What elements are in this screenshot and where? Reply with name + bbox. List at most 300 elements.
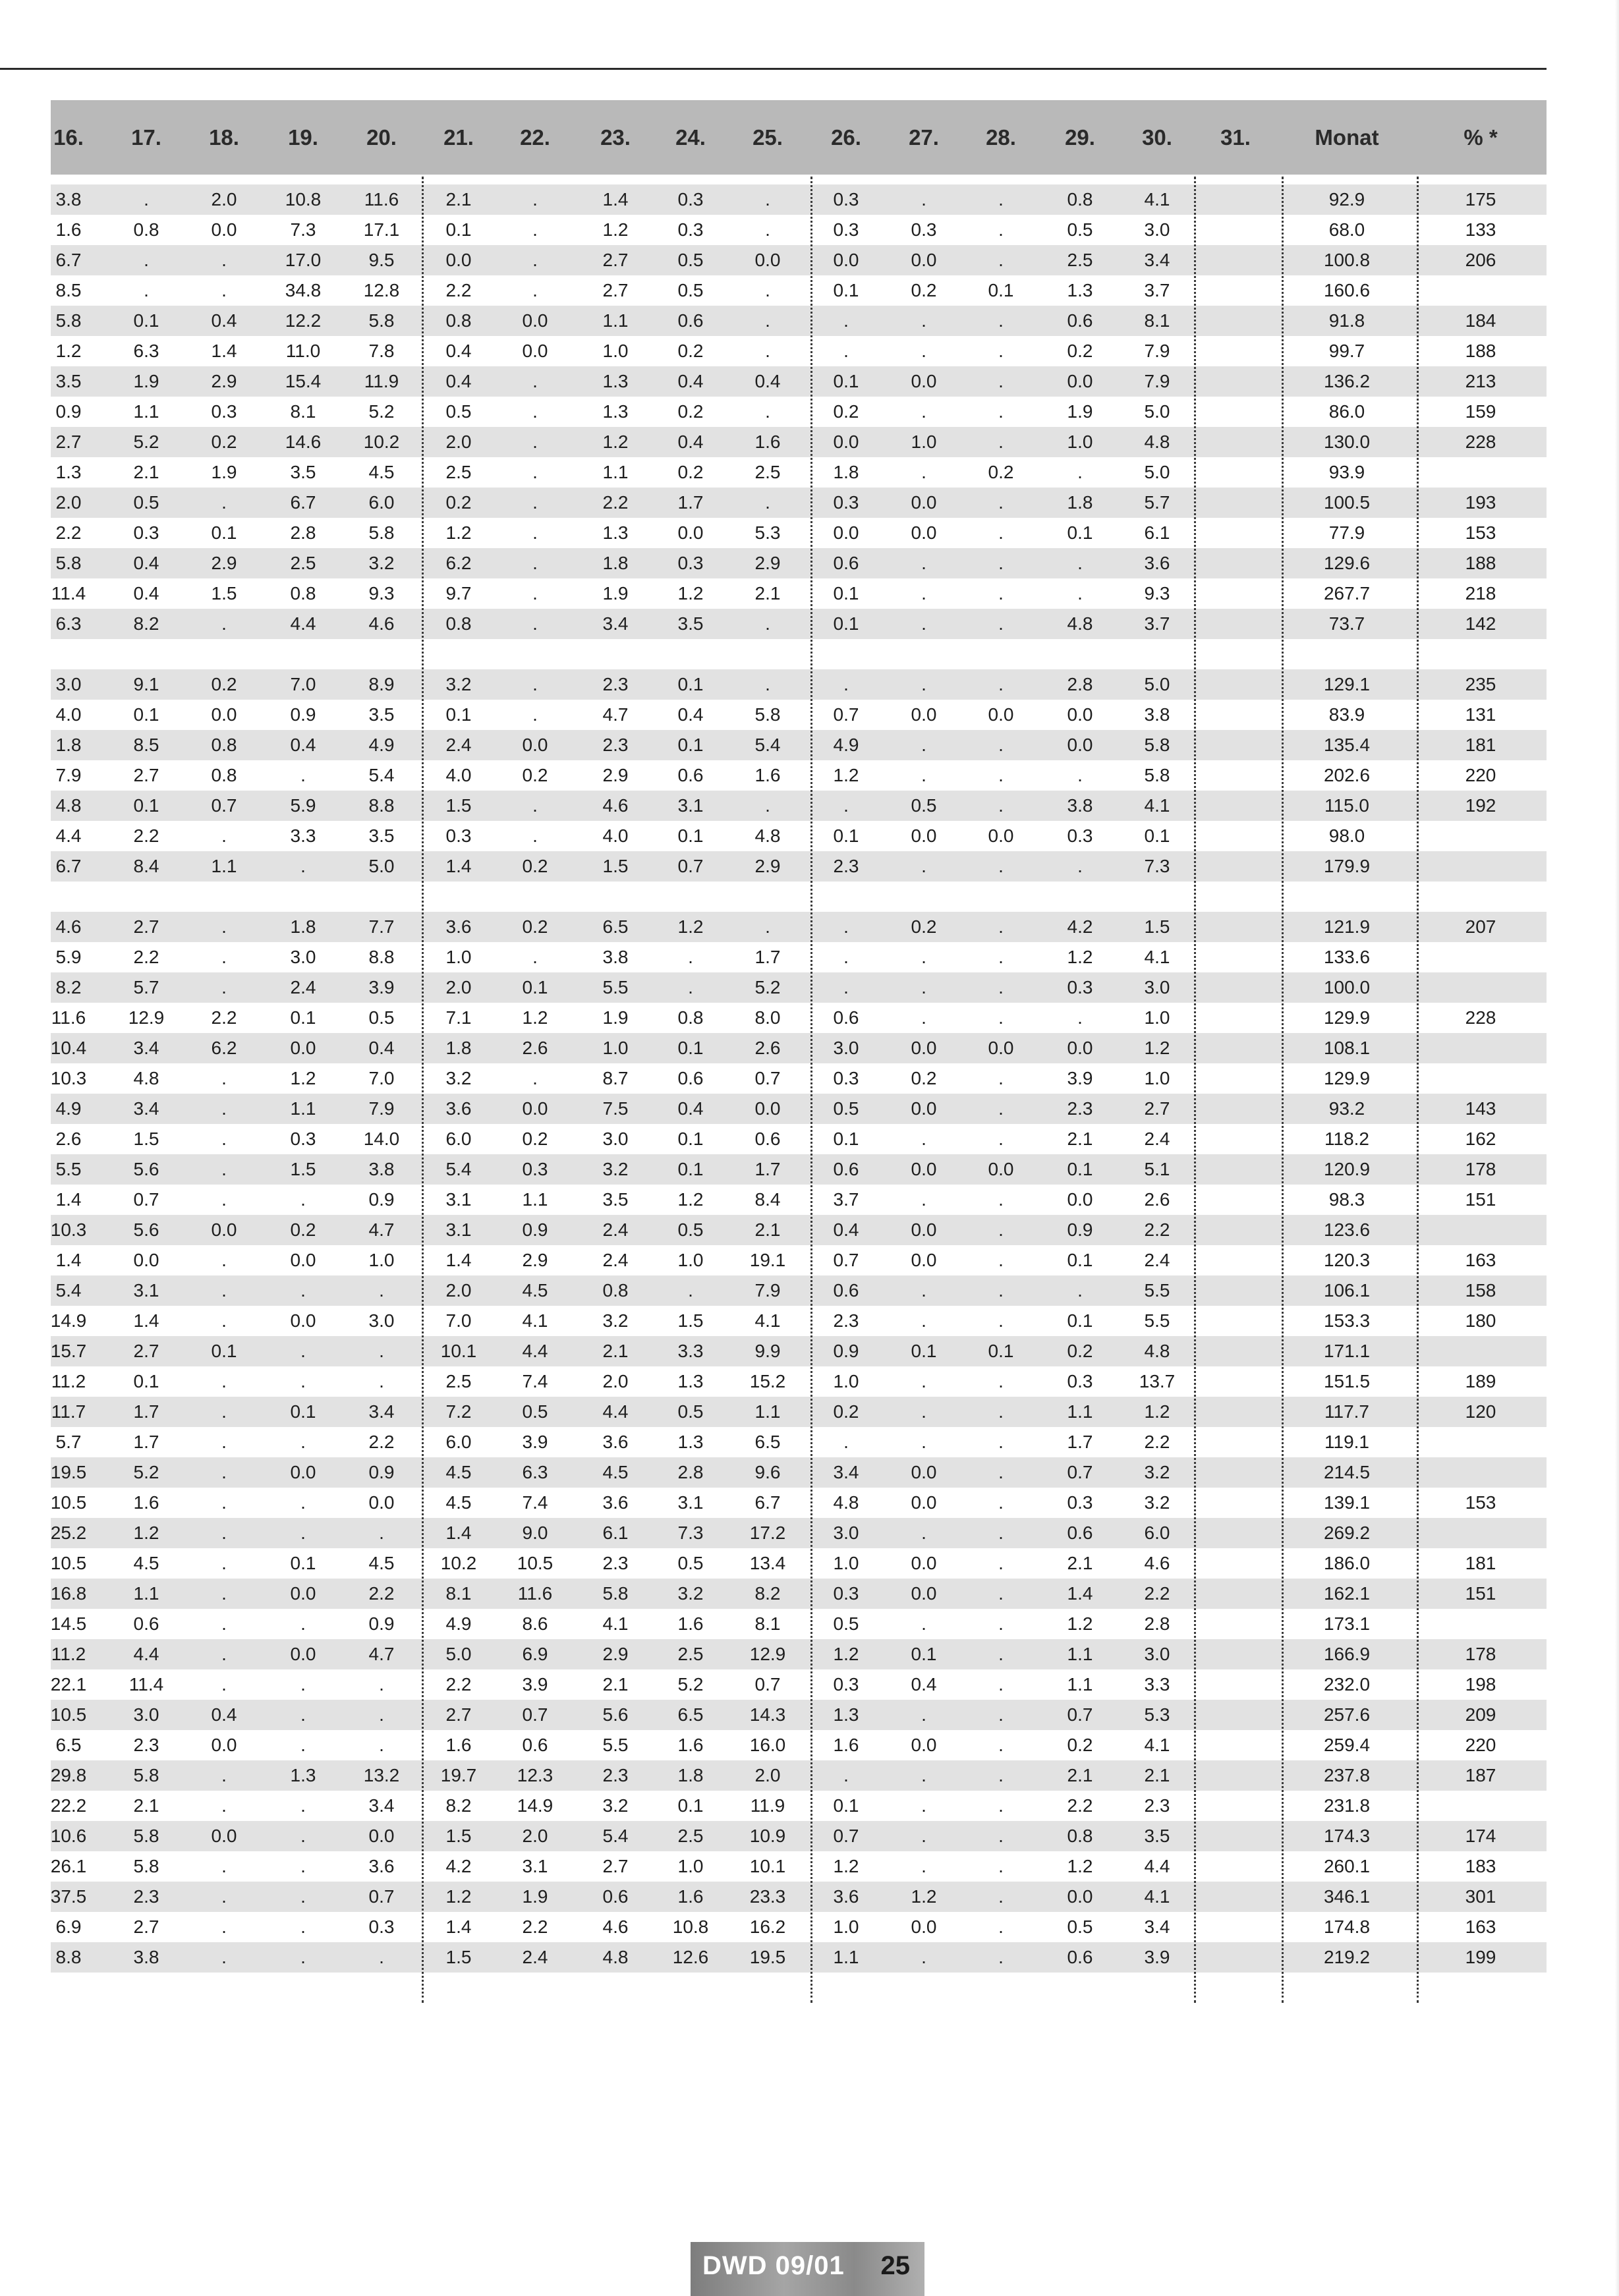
table-cell: . xyxy=(300,1341,306,1361)
table-row xyxy=(51,306,1547,336)
table-cell: 11.7 xyxy=(51,1401,86,1422)
table-cell: 5.8 xyxy=(133,1856,159,1876)
table-cell: 1.7 xyxy=(1067,1432,1093,1452)
table-row xyxy=(51,851,1547,882)
table-cell: . xyxy=(532,371,538,391)
table-cell: 4.9 xyxy=(445,1613,472,1634)
table-cell: 1.2 xyxy=(833,1644,859,1664)
table-cell: 1.3 xyxy=(602,371,629,391)
column-separator xyxy=(1194,177,1196,2003)
table-cell: 12.9 xyxy=(128,1007,165,1028)
table-cell: 4.0 xyxy=(445,765,472,785)
table-cell: . xyxy=(300,765,306,785)
table-cell: . xyxy=(998,1947,1004,1967)
table-cell: 3.1 xyxy=(445,1189,472,1210)
table-cell: . xyxy=(300,1947,306,1967)
table-cell: 0.2 xyxy=(1067,341,1093,361)
table-cell: 0.3 xyxy=(677,553,704,573)
table-cell: 3.4 xyxy=(368,1795,395,1816)
table-cell: 6.7 xyxy=(55,856,82,876)
table-cell: 0.0 xyxy=(833,250,859,270)
table-cell: 2.9 xyxy=(211,553,237,573)
table-cell: 0.1 xyxy=(211,1341,237,1361)
table-cell: 0.3 xyxy=(211,401,237,422)
table-cell: 3.0 xyxy=(833,1038,859,1058)
table-cell: . xyxy=(998,795,1004,816)
table-cell: 0.2 xyxy=(522,916,548,937)
table-cell: . xyxy=(221,1068,227,1088)
table-cell: 8.2 xyxy=(445,1795,472,1816)
table-cell: 8.1 xyxy=(754,1613,781,1634)
table-cell: 2.1 xyxy=(602,1674,629,1694)
table-cell: 4.5 xyxy=(602,1462,629,1482)
table-cell: . xyxy=(843,341,849,361)
table-cell: 0.0 xyxy=(522,1098,548,1119)
table-cell: 5.5 xyxy=(55,1159,82,1179)
table-cell: . xyxy=(843,977,849,997)
table-cell: . xyxy=(998,1280,1004,1301)
table-cell: 187 xyxy=(1465,1765,1496,1785)
table-cell: . xyxy=(379,1674,384,1694)
table-cell: 0.4 xyxy=(133,553,159,573)
table-cell: 131 xyxy=(1465,704,1496,725)
table-cell: 3.4 xyxy=(833,1462,859,1482)
table-cell: 6.5 xyxy=(677,1704,704,1725)
table-cell: 0.1 xyxy=(1067,1310,1093,1331)
table-cell: 8.1 xyxy=(1144,310,1170,331)
table-row xyxy=(51,1215,1547,1245)
table-row xyxy=(51,1700,1547,1730)
table-cell: 129.9 xyxy=(1323,1068,1371,1088)
table-cell: 3.0 xyxy=(368,1310,395,1331)
table-cell: 120.9 xyxy=(1323,1159,1371,1179)
table-cell: 3.8 xyxy=(55,189,82,210)
table-cell: 0.2 xyxy=(911,916,937,937)
table-cell: 2.4 xyxy=(602,1219,629,1240)
table-cell: . xyxy=(221,1310,227,1331)
table-cell: . xyxy=(998,1856,1004,1876)
table-row xyxy=(51,669,1547,700)
table-cell: 5.8 xyxy=(754,704,781,725)
table-cell: 2.2 xyxy=(1144,1219,1170,1240)
table-cell: 1.8 xyxy=(677,1765,704,1785)
table-cell: 8.2 xyxy=(133,613,159,634)
table-cell: 0.5 xyxy=(522,1401,548,1422)
table-cell: 2.2 xyxy=(133,947,159,967)
table-cell: . xyxy=(765,401,770,422)
table-cell: 0.2 xyxy=(1067,1735,1093,1755)
table-cell: . xyxy=(843,795,849,816)
table-cell: 3.0 xyxy=(1144,1644,1170,1664)
table-cell: 5.8 xyxy=(55,310,82,331)
table-cell: . xyxy=(921,977,926,997)
table-cell: 11.4 xyxy=(51,583,86,603)
table-cell: 0.3 xyxy=(833,1068,859,1088)
table-cell: 1.1 xyxy=(522,1189,548,1210)
table-row xyxy=(51,1912,1547,1942)
table-cell: 2.0 xyxy=(754,1765,781,1785)
table-cell: 0.1 xyxy=(833,826,859,846)
table-cell: 2.2 xyxy=(445,1674,472,1694)
table-cell: 9.6 xyxy=(754,1462,781,1482)
table-cell: 2.8 xyxy=(677,1462,704,1482)
table-cell: 1.4 xyxy=(445,1917,472,1937)
table-cell: 237.8 xyxy=(1323,1765,1371,1785)
table-row xyxy=(51,1366,1547,1397)
table-cell: . xyxy=(921,1280,926,1301)
table-cell: . xyxy=(921,1795,926,1816)
table-cell: 10.2 xyxy=(440,1553,477,1573)
table-cell: 153 xyxy=(1465,1492,1496,1513)
table-cell: . xyxy=(221,1644,227,1664)
table-cell: 3.7 xyxy=(1144,280,1170,300)
column-header: 18. xyxy=(209,125,239,150)
table-cell: 2.3 xyxy=(602,1553,629,1573)
table-cell: 267.7 xyxy=(1323,583,1371,603)
table-cell: 0.9 xyxy=(1067,1219,1093,1240)
table-cell: 106.1 xyxy=(1323,1280,1371,1301)
table-cell: 346.1 xyxy=(1323,1886,1371,1907)
table-cell: . xyxy=(921,189,926,210)
table-cell: 7.9 xyxy=(1144,341,1170,361)
table-cell: 118.2 xyxy=(1324,1129,1369,1149)
table-cell: 7.3 xyxy=(290,219,316,240)
table-cell: . xyxy=(998,1886,1004,1907)
table-cell: . xyxy=(144,189,149,210)
table-cell: 13.7 xyxy=(1139,1371,1176,1391)
table-cell: 73.7 xyxy=(1328,613,1365,634)
table-cell: 2.9 xyxy=(754,856,781,876)
table-cell: 173.1 xyxy=(1323,1613,1371,1634)
table-cell: 5.7 xyxy=(1144,492,1170,513)
table-row xyxy=(51,1488,1547,1518)
table-cell: 0.1 xyxy=(1067,1159,1093,1179)
table-cell: 0.4 xyxy=(677,432,704,452)
table-cell: 2.1 xyxy=(1144,1765,1170,1785)
table-cell: . xyxy=(221,1250,227,1270)
table-cell: 10.5 xyxy=(517,1553,554,1573)
table-cell: 2.9 xyxy=(602,1644,629,1664)
table-cell: 121.9 xyxy=(1323,916,1371,937)
table-cell: 189 xyxy=(1465,1371,1496,1391)
table-cell: 0.3 xyxy=(677,189,704,210)
table-cell: 0.7 xyxy=(1067,1462,1093,1482)
table-cell: 8.8 xyxy=(368,795,395,816)
table-cell: 1.1 xyxy=(833,1947,859,1967)
table-cell: 0.2 xyxy=(911,280,937,300)
table-cell: 0.3 xyxy=(833,219,859,240)
table-cell: 1.7 xyxy=(754,947,781,967)
table-cell: 100.0 xyxy=(1323,977,1371,997)
table-cell: 1.4 xyxy=(55,1250,82,1270)
table-cell: 0.8 xyxy=(211,735,237,755)
table-cell: 186.0 xyxy=(1323,1553,1371,1573)
table-cell: 0.4 xyxy=(133,583,159,603)
table-cell: 1.5 xyxy=(1144,916,1170,937)
table-cell: . xyxy=(532,219,538,240)
table-cell: . xyxy=(221,1432,227,1452)
table-cell: 4.0 xyxy=(602,826,629,846)
table-cell: 4.1 xyxy=(602,1613,629,1634)
table-cell: 8.1 xyxy=(445,1583,472,1604)
table-cell: 206 xyxy=(1465,250,1496,270)
table-cell: 4.7 xyxy=(602,704,629,725)
table-cell: 0.3 xyxy=(911,219,937,240)
table-cell: 3.4 xyxy=(1144,250,1170,270)
table-cell: 4.7 xyxy=(368,1644,395,1664)
table-cell: 4.1 xyxy=(1144,1886,1170,1907)
table-cell: 2.7 xyxy=(133,1341,159,1361)
table-cell: 3.9 xyxy=(522,1432,548,1452)
table-cell: 91.8 xyxy=(1328,310,1365,331)
table-cell: 133 xyxy=(1465,219,1496,240)
table-cell: 2.1 xyxy=(602,1341,629,1361)
table-cell: 7.2 xyxy=(445,1401,472,1422)
table-cell: 2.3 xyxy=(833,1310,859,1331)
table-cell: 98.3 xyxy=(1328,1189,1365,1210)
table-cell: 3.8 xyxy=(1144,704,1170,725)
table-cell: 2.3 xyxy=(602,735,629,755)
table-cell: 2.1 xyxy=(754,1219,781,1240)
table-cell: 19.1 xyxy=(749,1250,786,1270)
table-cell: 0.7 xyxy=(677,856,704,876)
table-row xyxy=(51,1033,1547,1063)
table-cell: 11.6 xyxy=(364,189,399,210)
table-cell: 1.1 xyxy=(1067,1644,1093,1664)
table-cell: . xyxy=(532,553,538,573)
table-cell: . xyxy=(300,1280,306,1301)
table-cell: 0.0 xyxy=(911,250,937,270)
table-cell: 9.3 xyxy=(368,583,395,603)
table-cell: 183 xyxy=(1465,1856,1496,1876)
table-cell: 199 xyxy=(1465,1947,1496,1967)
table-cell: 2.7 xyxy=(602,1856,629,1876)
table-cell: . xyxy=(300,1856,306,1876)
table-cell: 1.7 xyxy=(754,1159,781,1179)
table-cell: . xyxy=(300,1917,306,1937)
table-cell: 120.3 xyxy=(1323,1250,1371,1270)
table-cell: 0.0 xyxy=(988,1159,1014,1179)
table-cell: 3.6 xyxy=(445,1098,472,1119)
table-cell: 1.0 xyxy=(602,1038,629,1058)
table-cell: . xyxy=(998,1371,1004,1391)
table-cell: 1.1 xyxy=(211,856,237,876)
table-cell: 4.1 xyxy=(1144,947,1170,967)
table-cell: 5.7 xyxy=(55,1432,82,1452)
table-cell: 1.2 xyxy=(1067,947,1093,967)
table-cell: 0.5 xyxy=(911,795,937,816)
table-row xyxy=(51,730,1547,760)
table-cell: 0.6 xyxy=(833,1280,859,1301)
table-cell: . xyxy=(300,1826,306,1846)
table-cell: 13.2 xyxy=(363,1765,400,1785)
table-cell: 6.7 xyxy=(754,1492,781,1513)
table-cell: 7.3 xyxy=(677,1523,704,1543)
table-cell: 1.2 xyxy=(1144,1038,1170,1058)
table-cell: 220 xyxy=(1465,765,1496,785)
table-cell: 0.0 xyxy=(911,1250,937,1270)
table-cell: 11.6 xyxy=(517,1583,553,1604)
table-cell: 0.1 xyxy=(290,1401,316,1422)
table-cell: 0.3 xyxy=(1067,977,1093,997)
table-cell: 129.9 xyxy=(1323,1007,1371,1028)
table-cell: 0.1 xyxy=(290,1007,316,1028)
column-header: 20. xyxy=(366,125,397,150)
table-cell: 1.2 xyxy=(677,583,704,603)
table-cell: 3.8 xyxy=(602,947,629,967)
table-cell: 14.3 xyxy=(749,1704,786,1725)
table-cell: 3.1 xyxy=(522,1856,548,1876)
table-cell: 4.9 xyxy=(833,735,859,755)
table-cell: . xyxy=(532,280,538,300)
column-header: 29. xyxy=(1065,125,1095,150)
table-cell: 5.0 xyxy=(1144,401,1170,422)
table-cell: 1.2 xyxy=(55,341,82,361)
table-cell: 5.8 xyxy=(1144,735,1170,755)
table-cell: . xyxy=(998,735,1004,755)
table-cell: . xyxy=(921,947,926,967)
table-cell: 202.6 xyxy=(1323,765,1371,785)
table-cell: 3.5 xyxy=(368,704,395,725)
table-cell: . xyxy=(998,1401,1004,1422)
table-cell: 3.8 xyxy=(368,1159,395,1179)
table-cell: 2.2 xyxy=(368,1432,395,1452)
table-cell: . xyxy=(765,674,770,694)
table-cell: 2.5 xyxy=(290,553,316,573)
table-cell: . xyxy=(921,1432,926,1452)
table-cell: 2.7 xyxy=(602,250,629,270)
table-cell: . xyxy=(532,704,538,725)
table-cell: 0.1 xyxy=(677,1129,704,1149)
table-cell: 1.8 xyxy=(55,735,82,755)
table-cell: 2.6 xyxy=(55,1129,82,1149)
table-cell: 3.0 xyxy=(290,947,316,967)
table-cell: 0.1 xyxy=(833,371,859,391)
table-row xyxy=(51,397,1547,427)
table-cell: 4.4 xyxy=(602,1401,629,1422)
table-cell: 0.0 xyxy=(1067,1886,1093,1907)
table-cell: 3.9 xyxy=(1144,1947,1170,1967)
table-cell: 1.2 xyxy=(1067,1856,1093,1876)
table-cell: 10.2 xyxy=(363,432,400,452)
table-cell: 4.2 xyxy=(445,1856,472,1876)
table-cell: 3.8 xyxy=(133,1947,159,1967)
table-cell: 0.0 xyxy=(911,1098,937,1119)
table-cell: 8.2 xyxy=(754,1583,781,1604)
table-cell: . xyxy=(998,522,1004,543)
table-cell: 1.3 xyxy=(602,522,629,543)
table-cell: 5.2 xyxy=(754,977,781,997)
table-cell: 0.5 xyxy=(833,1098,859,1119)
table-cell: 0.7 xyxy=(754,1068,781,1088)
table-cell: 0.7 xyxy=(833,1826,859,1846)
table-cell: . xyxy=(221,1613,227,1634)
table-cell: . xyxy=(998,1189,1004,1210)
table-cell: 188 xyxy=(1465,341,1496,361)
table-cell: 0.3 xyxy=(522,1159,548,1179)
table-cell: . xyxy=(843,916,849,937)
table-cell: . xyxy=(532,250,538,270)
table-cell: 10.5 xyxy=(50,1553,87,1573)
table-cell: . xyxy=(532,795,538,816)
table-cell: 3.4 xyxy=(368,1401,395,1422)
table-cell: . xyxy=(998,1553,1004,1573)
table-cell: 3.1 xyxy=(677,1492,704,1513)
table-cell: 220 xyxy=(1465,1735,1496,1755)
table-cell: 184 xyxy=(1465,310,1496,331)
table-cell: 1.8 xyxy=(833,462,859,482)
table-cell: 9.7 xyxy=(445,583,472,603)
table-cell: 2.2 xyxy=(55,522,82,543)
table-cell: . xyxy=(221,1371,227,1391)
table-cell: 4.4 xyxy=(522,1341,548,1361)
table-cell: . xyxy=(532,947,538,967)
table-cell: . xyxy=(532,401,538,422)
table-cell: 0.0 xyxy=(833,432,859,452)
table-cell: 178 xyxy=(1465,1159,1496,1179)
table-cell: 4.1 xyxy=(1144,189,1170,210)
table-row xyxy=(51,215,1547,245)
table-cell: . xyxy=(765,492,770,513)
table-cell: 0.0 xyxy=(911,522,937,543)
table-cell: 4.0 xyxy=(55,704,82,725)
table-cell: 13.4 xyxy=(749,1553,786,1573)
table-cell: 4.1 xyxy=(1144,1735,1170,1755)
table-cell: 163 xyxy=(1465,1917,1496,1937)
table-cell: 2.2 xyxy=(368,1583,395,1604)
table-cell: 77.9 xyxy=(1328,522,1365,543)
table-cell: . xyxy=(221,1795,227,1816)
column-header: 22. xyxy=(520,125,550,150)
table-cell: . xyxy=(921,856,926,876)
table-cell: . xyxy=(300,1674,306,1694)
table-cell: 0.9 xyxy=(522,1219,548,1240)
table-cell: 2.3 xyxy=(1067,1098,1093,1119)
table-cell: 10.4 xyxy=(50,1038,87,1058)
table-cell: 1.1 xyxy=(602,462,629,482)
table-cell: 12.9 xyxy=(749,1644,786,1664)
table-cell: . xyxy=(921,1826,926,1846)
table-cell: 0.7 xyxy=(833,1250,859,1270)
table-cell: 1.5 xyxy=(290,1159,316,1179)
table-row xyxy=(51,1003,1547,1033)
table-cell: . xyxy=(765,219,770,240)
table-cell: 0.3 xyxy=(833,492,859,513)
table-cell: 0.0 xyxy=(988,704,1014,725)
table-cell: 5.4 xyxy=(368,765,395,785)
table-cell: 5.0 xyxy=(368,856,395,876)
table-cell: 188 xyxy=(1465,553,1496,573)
table-row xyxy=(51,1275,1547,1306)
table-cell: 1.2 xyxy=(445,522,472,543)
table-cell: 11.2 xyxy=(51,1644,86,1664)
table-cell: 2.7 xyxy=(133,1917,159,1937)
table-cell: 3.5 xyxy=(368,826,395,846)
table-cell: 0.0 xyxy=(911,1492,937,1513)
table-cell: 2.3 xyxy=(1144,1795,1170,1816)
table-cell: 6.0 xyxy=(445,1432,472,1452)
table-cell: 0.9 xyxy=(368,1613,395,1634)
table-cell: 1.2 xyxy=(833,1856,859,1876)
table-cell: 1.3 xyxy=(55,462,82,482)
table-cell: 6.7 xyxy=(290,492,316,513)
table-cell: 231.8 xyxy=(1323,1795,1371,1816)
table-cell: 0.8 xyxy=(211,765,237,785)
table-cell: . xyxy=(221,947,227,967)
table-cell: 5.8 xyxy=(602,1583,629,1604)
table-cell: 0.0 xyxy=(911,1219,937,1240)
table-cell: . xyxy=(1077,583,1083,603)
